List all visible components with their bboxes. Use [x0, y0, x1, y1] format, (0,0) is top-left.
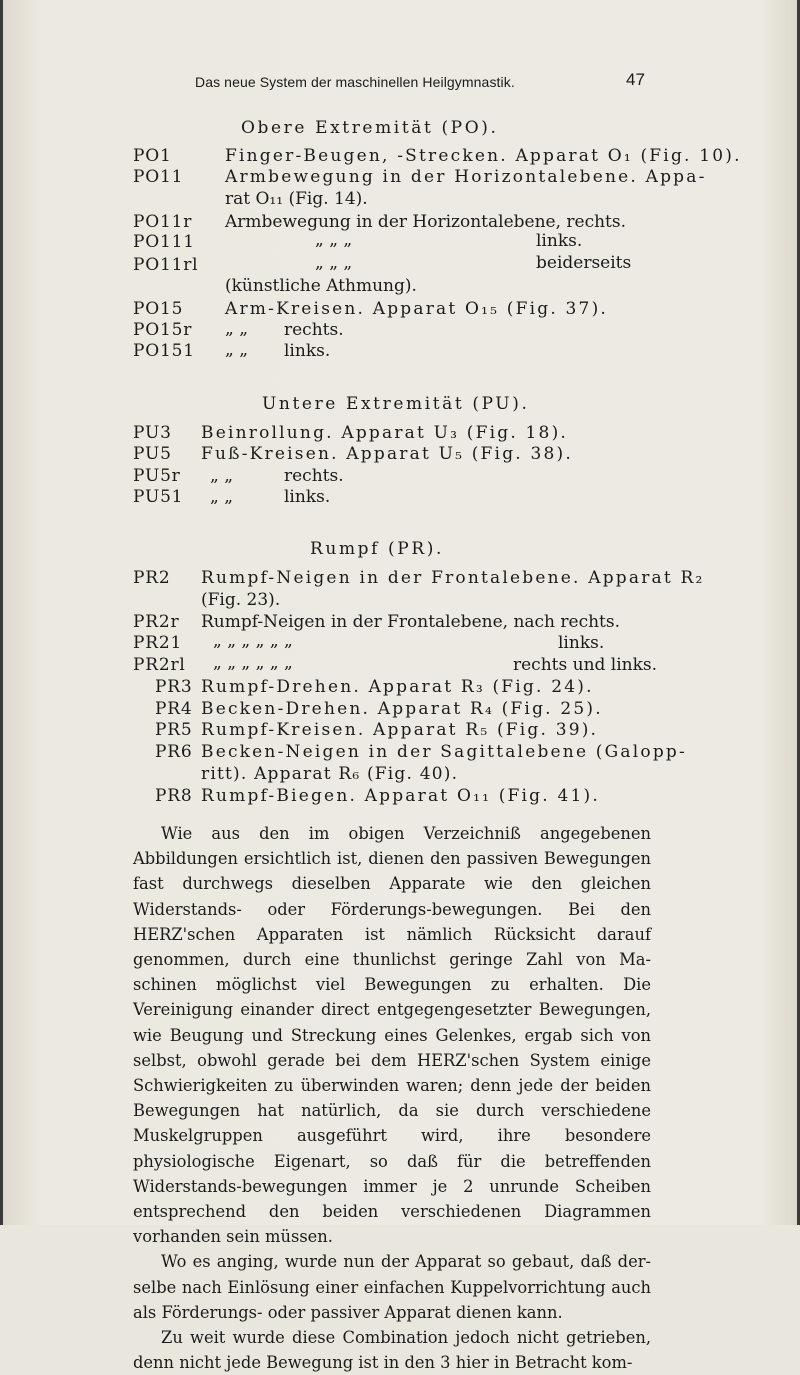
entry-po111: [133, 232, 225, 252]
entry-code: PR2rl: [133, 655, 186, 675]
entry-text: Becken-Drehen. Apparat R₄ (Fig. 25).: [201, 699, 603, 719]
ditto-marks: „ „: [210, 466, 234, 486]
entry-po1: [133, 146, 742, 166]
entry-po11rl-continuation: (künstliche Athmung).: [225, 276, 417, 296]
entry-code: PR8: [155, 786, 193, 806]
entry-code: PO11rl: [133, 255, 199, 275]
section-title-po: Obere Extremität (PO).: [241, 118, 499, 138]
entry-code: PO11: [133, 167, 184, 187]
entry-pr2-continuation: (Fig. 23).: [201, 590, 281, 610]
entry-text: Arm-Kreisen. Apparat O₁₅ (Fig. 37).: [225, 299, 608, 319]
section-title-pu: Untere Extremität (PU).: [262, 394, 530, 414]
entry-code: PU51: [133, 487, 184, 507]
entry-text: rechts.: [284, 466, 344, 486]
entry-pr4: [155, 699, 603, 719]
entry-pr2: [133, 568, 705, 588]
entry-text: Armbewegung in der Horizontalebene. Appa-: [225, 167, 707, 187]
ditto-marks: „ „: [225, 340, 249, 360]
entry-text: Rumpf-Biegen. Apparat O₁₁ (Fig. 41).: [201, 786, 600, 806]
entry-po11r: [133, 212, 626, 232]
entry-text: rechts.: [284, 320, 344, 340]
entry-text: Finger-Beugen, -Strecken. Apparat O₁ (Fig. 10).: [225, 146, 742, 166]
ditto-marks: „ „ „ „ „ „: [213, 653, 293, 673]
ditto-marks: „ „ „: [315, 253, 353, 273]
entry-po151: [133, 341, 225, 361]
entry-pu51: [133, 487, 201, 507]
entry-po11: [133, 167, 707, 187]
entry-text: Rumpf-Neigen in der Frontalebene, nach rechts.: [201, 612, 621, 632]
entry-text: links.: [284, 487, 331, 507]
entry-code: PR2r: [133, 612, 180, 632]
left-page-edge: [0, 0, 3, 1225]
paragraph-1: Wie aus den im obigen Verzeichniß angegebenen Abbildungen ersichtlich ist, dienen den passiven Bewegungen fast durchwegs dieselben Apparate wie den gleichen Widerstands- oder Förderungs-bewegungen. Bei den HERZ'schen Apparaten ist nämlich Rücksicht darauf genommen, durch eine thunlichst geringe Zahl von Ma-schinen möglichst viel Bewegungen zu erhalten. Die Vereinigung einander direct entgegengesetzter Bewegungen, wie Beugung und Streckung eines Gelenkes, ergab sich von selbst, obwohl gerade bei dem HERZ'schen System einige Schwierigkeiten zu überwinden waren; denn jede der beiden Bewegungen hat natürlich, da sie durch verschiedene Muskelgruppen ausgeführt wird, ihre besondere physiologische Eigenart, so daß für die betreffenden Widerstands-bewegungen immer je 2 unrunde Scheiben entsprechend den beiden verschiedenen Diagrammen vorhanden sein müssen.: [133, 824, 651, 1247]
entry-text: Armbewegung in der Horizontalebene, rechts.: [225, 212, 627, 232]
page-number: 47: [626, 70, 645, 89]
entry-po11-continuation: rat O₁₁ (Fig. 14).: [225, 189, 368, 209]
entry-pr8: [155, 786, 600, 806]
entry-po15: [133, 299, 608, 319]
entry-text: Becken-Neigen in der Sagittalebene (Galopp-: [201, 742, 687, 762]
entry-text: Fuß-Kreisen. Apparat U₅ (Fig. 38).: [201, 444, 573, 464]
entry-code: PO11r: [133, 212, 193, 232]
paragraph-2: Wo es anging, wurde nun der Apparat so gebaut, daß der-selbe nach Einlösung einer einfachen Kuppelvorrichtung auch als Förderungs- oder passiver Apparat dienen kann.: [133, 1252, 651, 1322]
ditto-marks: „ „ „ „ „ „: [213, 631, 293, 651]
paragraph-3: Zu weit wurde diese Combination jedoch nicht getrieben, denn nicht jede Bewegung ist in den 3 hier in Betracht kom-: [133, 1328, 651, 1373]
entry-code: PR4: [155, 699, 193, 719]
entry-text: links.: [558, 633, 605, 653]
ditto-marks: „ „: [225, 319, 249, 339]
entry-code: PR6: [155, 742, 193, 762]
entry-pr2r: [133, 612, 620, 632]
entry-text: links.: [536, 231, 583, 251]
entry-text: beiderseits: [536, 253, 632, 273]
ditto-marks: „ „ „: [315, 230, 353, 250]
entry-text: Rumpf-Drehen. Apparat R₃ (Fig. 24).: [201, 677, 594, 697]
entry-po11rl: [133, 255, 225, 275]
entry-pu5r: [133, 466, 201, 486]
entry-code: PR5: [155, 720, 193, 740]
body-text: [133, 821, 651, 1375]
entry-po15r: [133, 320, 225, 340]
entry-code: PO151: [133, 341, 195, 361]
entry-code: PO1: [133, 146, 172, 166]
entry-code: PR21: [133, 633, 183, 653]
entry-code: PU5: [133, 444, 172, 464]
running-header: Das neue System der maschinellen Heilgymnastik.: [195, 74, 515, 90]
entry-pr6: [155, 742, 687, 762]
entry-code: PO15: [133, 299, 184, 319]
entry-pu3: [133, 423, 568, 443]
entry-code: PU5r: [133, 466, 181, 486]
ditto-marks: „ „: [210, 487, 234, 507]
entry-code: PR3: [155, 677, 193, 697]
entry-code: PR2: [133, 568, 171, 588]
entry-text: Rumpf-Kreisen. Apparat R₅ (Fig. 39).: [201, 720, 599, 740]
entry-code: PO15r: [133, 320, 193, 340]
entry-text: rechts und links.: [513, 655, 658, 675]
entry-text: Beinrollung. Apparat U₃ (Fig. 18).: [201, 423, 569, 443]
entry-pu5: [133, 444, 573, 464]
entry-pr21: [133, 633, 201, 653]
entry-text: links.: [284, 341, 331, 361]
entry-text: Rumpf-Neigen in der Frontalebene. Apparat R₂: [201, 568, 705, 588]
entry-pr6-continuation: ritt). Apparat R₆ (Fig. 40).: [201, 764, 459, 784]
entry-pr2rl: [133, 655, 201, 675]
entry-code: PO111: [133, 232, 195, 252]
entry-pr3: [155, 677, 594, 697]
section-title-pr: Rumpf (PR).: [310, 539, 444, 559]
entry-pr5: [155, 720, 598, 740]
entry-code: PU3: [133, 423, 172, 443]
